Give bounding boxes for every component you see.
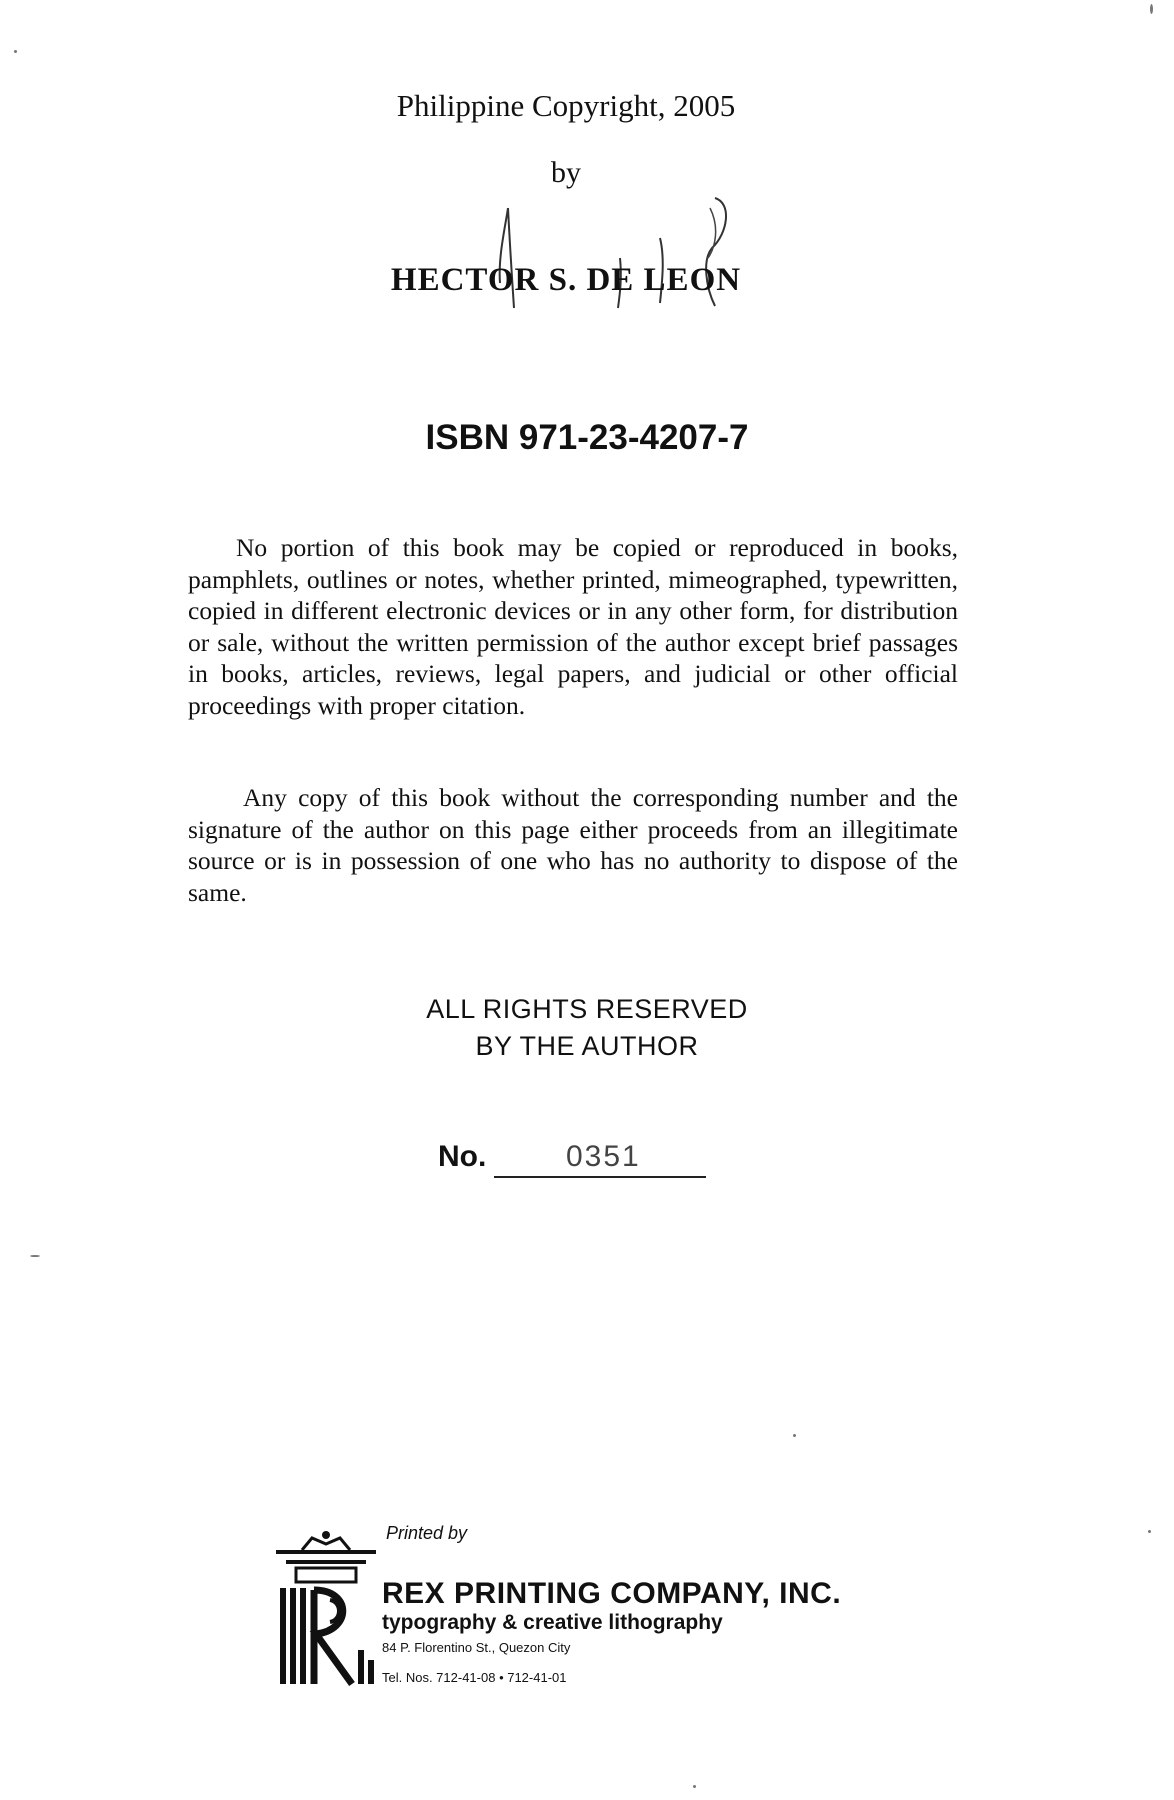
copy-number-value: 0351 bbox=[566, 1140, 641, 1173]
isbn: ISBN 971-23-4207-7 bbox=[425, 418, 749, 457]
copy-number-label: No. bbox=[438, 1140, 487, 1173]
copyright-line: Philippine Copyright, 2005 bbox=[396, 88, 736, 123]
by-the-author-line: BY THE AUTHOR bbox=[475, 1031, 699, 1061]
printer-name: REX PRINTING COMPANY, INC. bbox=[382, 1577, 842, 1610]
copy-number-underline bbox=[494, 1176, 706, 1178]
printed-by-label: Printed by bbox=[386, 1523, 468, 1543]
by-line: by bbox=[551, 156, 581, 189]
copy-number bbox=[438, 1140, 738, 1190]
printer-address: 84 P. Florentino St., Quezon City bbox=[382, 1640, 571, 1655]
printer-tagline: typography & creative lithography bbox=[382, 1611, 723, 1634]
scan-speck bbox=[793, 1434, 796, 1437]
copy-restriction-paragraph: No portion of this book may be copied or reproduced in books, pamphlets, outlines or notes, whether printed, mimeographed, typewritten, copied in different electronic devices or in any other form, for distribution or sale, without the written permission of the author except brief passages in books, articles, reviews, legal papers, and judicial or other official proceedings with proper citation. bbox=[188, 533, 958, 720]
scan-speck bbox=[14, 50, 17, 53]
scan-speck bbox=[30, 1255, 40, 1257]
scan-speck bbox=[693, 1785, 696, 1788]
printer-phone: Tel. Nos. 712-41-08 • 712-41-01 bbox=[382, 1670, 567, 1685]
scan-speck bbox=[1148, 1530, 1151, 1533]
rights-reserved-line: ALL RIGHTS RESERVED bbox=[426, 994, 748, 1024]
rex-printing-logo-icon bbox=[272, 1530, 380, 1688]
scan-speck bbox=[1150, 4, 1153, 14]
authenticity-paragraph: Any copy of this book without the corresponding number and the signature of the author on this page either proceeds from an illegitimate source or is in possession of one who has no authority to dispose of the same. bbox=[188, 783, 958, 907]
author-name: HECTOR S. DE LEON bbox=[390, 262, 742, 298]
